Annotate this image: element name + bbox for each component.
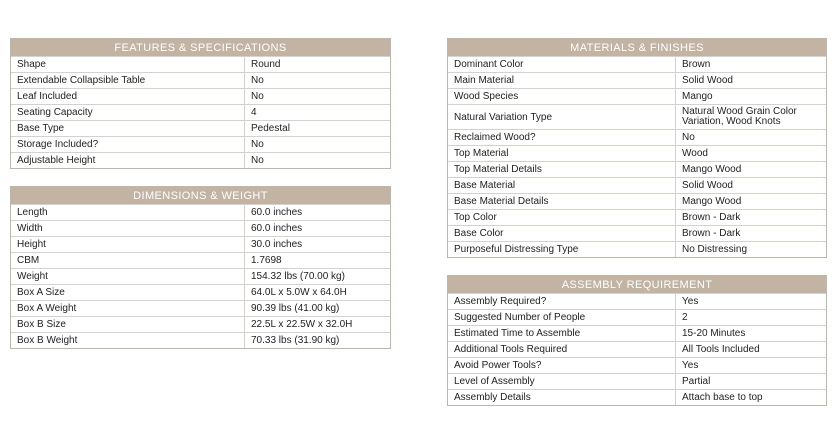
materials-finishes-title: MATERIALS & FINISHES	[448, 39, 826, 56]
row-value: Natural Wood Grain Color Variation, Wood Knots	[675, 105, 826, 129]
row-value: 64.0L x 5.0W x 64.0H	[244, 285, 347, 300]
row-label: CBM	[17, 255, 40, 266]
row-label: Estimated Time to Assemble	[454, 328, 581, 339]
table-row	[448, 389, 826, 405]
row-value: Brown - Dark	[675, 226, 740, 241]
row-label: Assembly Required?	[454, 296, 547, 307]
table-row	[11, 104, 390, 120]
row-label: Base Material	[454, 180, 516, 191]
row-label: Box A Size	[17, 287, 65, 298]
row-label: Shape	[17, 59, 46, 70]
row-label: Top Material	[454, 148, 509, 159]
table-row	[11, 316, 390, 332]
row-label: Base Color	[454, 228, 504, 239]
table-row	[11, 236, 390, 252]
table-row	[448, 145, 826, 161]
row-label: Suggested Number of People	[454, 312, 586, 323]
row-value: Mango Wood	[675, 162, 741, 177]
row-label: Adjustable Height	[17, 155, 96, 166]
row-label: Length	[17, 207, 48, 218]
row-value: No	[244, 137, 264, 152]
assembly-requirement-title: ASSEMBLY REQUIREMENT	[448, 276, 826, 293]
row-value: Solid Wood	[675, 178, 733, 193]
table-row	[448, 373, 826, 389]
table-row	[448, 88, 826, 104]
row-label: Natural Variation Type	[454, 111, 553, 123]
row-value: Yes	[675, 294, 698, 309]
row-value: Brown	[675, 57, 710, 72]
table-row	[11, 332, 390, 348]
row-value: No	[244, 73, 264, 88]
row-value: 4	[244, 105, 257, 120]
row-label: Top Material Details	[454, 164, 542, 175]
row-label: Width	[17, 223, 43, 234]
row-label: Assembly Details	[454, 392, 531, 403]
row-label: Wood Species	[454, 91, 519, 102]
table-row	[11, 120, 390, 136]
row-value: 60.0 inches	[244, 221, 302, 236]
table-row	[448, 325, 826, 341]
table-row	[11, 56, 390, 72]
materials-finishes-table	[447, 38, 827, 258]
row-label: Additional Tools Required	[454, 344, 568, 355]
row-value: 22.5L x 22.5W x 32.0H	[244, 317, 352, 332]
row-value: No	[244, 153, 264, 168]
table-row	[11, 88, 390, 104]
row-label: Main Material	[454, 75, 515, 86]
row-label: Box B Weight	[17, 335, 78, 346]
table-row	[448, 193, 826, 209]
row-value: 1.7698	[244, 253, 282, 268]
row-label: Purposeful Distressing Type	[454, 244, 579, 255]
row-value: Partial	[675, 374, 710, 389]
table-row	[448, 241, 826, 257]
features-specifications-title: FEATURES & SPECIFICATIONS	[11, 39, 390, 56]
row-label: Avoid Power Tools?	[454, 360, 542, 371]
row-value: No	[675, 130, 695, 145]
row-value: Solid Wood	[675, 73, 733, 88]
row-value: Round	[244, 57, 280, 72]
table-row	[11, 152, 390, 168]
row-label: Height	[17, 239, 46, 250]
row-label: Top Color	[454, 212, 497, 223]
row-value: 60.0 inches	[244, 205, 302, 220]
row-value: 90.39 lbs (41.00 kg)	[244, 301, 339, 316]
row-value: No	[244, 89, 264, 104]
row-value: 30.0 inches	[244, 237, 302, 252]
table-row	[448, 104, 826, 129]
row-value: All Tools Included	[675, 342, 760, 357]
table-row	[448, 161, 826, 177]
row-value: No Distressing	[675, 242, 747, 257]
row-label: Extendable Collapsible Table	[17, 75, 146, 86]
row-value: Mango Wood	[675, 194, 741, 209]
row-label: Leaf Included	[17, 91, 78, 102]
table-row	[448, 341, 826, 357]
table-row	[448, 177, 826, 193]
row-value: Attach base to top	[675, 390, 763, 405]
table-row	[448, 129, 826, 145]
row-value: Pedestal	[244, 121, 290, 136]
row-value: 2	[675, 310, 688, 325]
table-row	[11, 72, 390, 88]
row-value: 70.33 lbs (31.90 kg)	[244, 333, 339, 348]
row-value: 154.32 lbs (70.00 kg)	[244, 269, 345, 284]
table-row	[11, 284, 390, 300]
features-specifications-table	[10, 38, 391, 169]
table-row	[11, 204, 390, 220]
row-label: Base Type	[17, 123, 65, 134]
table-row	[448, 56, 826, 72]
table-row	[11, 220, 390, 236]
row-label: Weight	[17, 271, 48, 282]
row-value: 15-20 Minutes	[675, 326, 745, 341]
table-row	[448, 225, 826, 241]
row-label: Level of Assembly	[454, 376, 535, 387]
dimensions-weight-title: DIMENSIONS & WEIGHT	[11, 187, 390, 204]
table-row	[448, 309, 826, 325]
row-value: Wood	[675, 146, 708, 161]
row-value: Yes	[675, 358, 698, 373]
row-label: Seating Capacity	[17, 107, 93, 118]
table-row	[448, 72, 826, 88]
row-label: Base Material Details	[454, 196, 549, 207]
table-row	[11, 300, 390, 316]
row-label: Dominant Color	[454, 59, 524, 70]
table-row	[448, 209, 826, 225]
table-row	[11, 136, 390, 152]
dimensions-weight-table	[10, 186, 391, 349]
table-row	[448, 357, 826, 373]
table-row	[448, 293, 826, 309]
table-row	[11, 252, 390, 268]
row-value: Mango	[675, 89, 713, 104]
row-label: Reclaimed Wood?	[454, 132, 536, 143]
assembly-requirement-table	[447, 275, 827, 406]
row-value: Brown - Dark	[675, 210, 740, 225]
table-row	[11, 268, 390, 284]
row-label: Storage Included?	[17, 139, 99, 150]
row-label: Box B Size	[17, 319, 66, 330]
row-label: Box A Weight	[17, 303, 77, 314]
